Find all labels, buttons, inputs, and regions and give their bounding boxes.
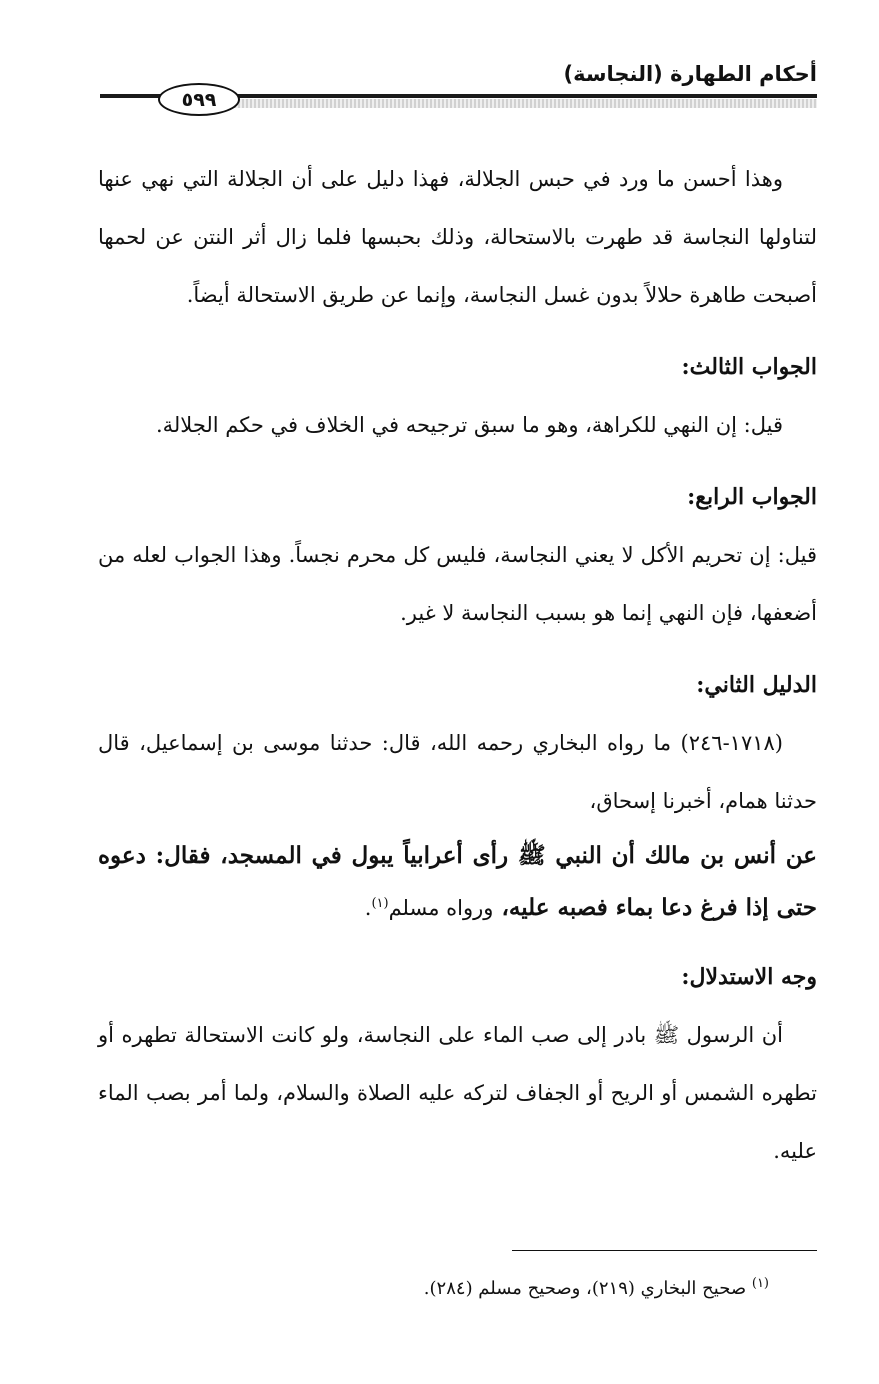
footnote-ref: (١) xyxy=(371,896,389,911)
heading-second-evidence: الدليل الثاني: xyxy=(696,672,817,698)
heading-inference: وجه الاستدلال: xyxy=(681,964,817,990)
hadith-text xyxy=(98,830,817,934)
hadith-tail: ورواه مسلم$^{(١)}$. xyxy=(364,896,494,920)
hadith-body: عن أنس بن مالك أن النبي ﷺ رأى أعرابياً يبول في المسجد، فقال: دعوه حتى إذا فرغ دعا بماء فصبه عليه، xyxy=(98,842,817,921)
header-rule-texture xyxy=(230,99,817,108)
heading-fourth-answer: الجواب الرابع: xyxy=(687,484,817,510)
footnote-rule xyxy=(512,1250,817,1251)
paragraph-fourth-answer: قيل: إن تحريم الأكل لا يعني النجاسة، فليس كل محرم نجساً. وهذا الجواب لعله من أضعفها، فإن النهي إنما هو بسبب النجاسة لا غير. xyxy=(98,543,817,625)
paragraph-inference: أن الرسول ﷺ بادر إلى صب الماء على النجاسة، ولو كانت الاستحالة تطهره أو تطهره الشمس أو الريح أو الجفاف لتركه عليه الصلاة والسلام، ولما أمر بصب الماء عليه. xyxy=(98,1023,817,1163)
running-head-title: أحكام الطهارة (النجاسة) xyxy=(563,62,817,86)
footnote-text: صحيح البخاري (٢١٩)، وصحيح مسلم (٢٨٤). xyxy=(423,1278,747,1299)
page-number xyxy=(158,83,240,116)
page-body xyxy=(98,150,817,1180)
heading-third-answer: الجواب الثالث: xyxy=(681,354,817,380)
hadith-source: ورواه مسلم xyxy=(388,896,494,920)
page-number-text: ٥٩٩ xyxy=(181,88,217,111)
paragraph-isnad: (١٧١٨-٢٤٦) ما رواه البخاري رحمه الله، قال: حدثنا موسى بن إسماعيل، قال حدثنا همام، أخبرنا إسحاق، xyxy=(98,731,817,813)
paragraph-intro: وهذا أحسن ما ورد في حبس الجلالة، فهذا دليل على أن الجلالة التي نهي عنها لتناولها النجاسة قد طهرت بالاستحالة، وذلك بحبسها فلما زال أثر النتن عن لحمها أصبحت طاهرة حلالاً بدون غسل النجاسة، وإنما عن طريق الاستحالة أيضاً. xyxy=(98,167,817,307)
footnote-marker: (١) xyxy=(751,1276,769,1291)
paragraph-third-answer: قيل: إن النهي للكراهة، وهو ما سبق ترجيحه في الخلاف في حكم الجلالة. xyxy=(155,413,783,437)
footnote xyxy=(424,1278,769,1299)
